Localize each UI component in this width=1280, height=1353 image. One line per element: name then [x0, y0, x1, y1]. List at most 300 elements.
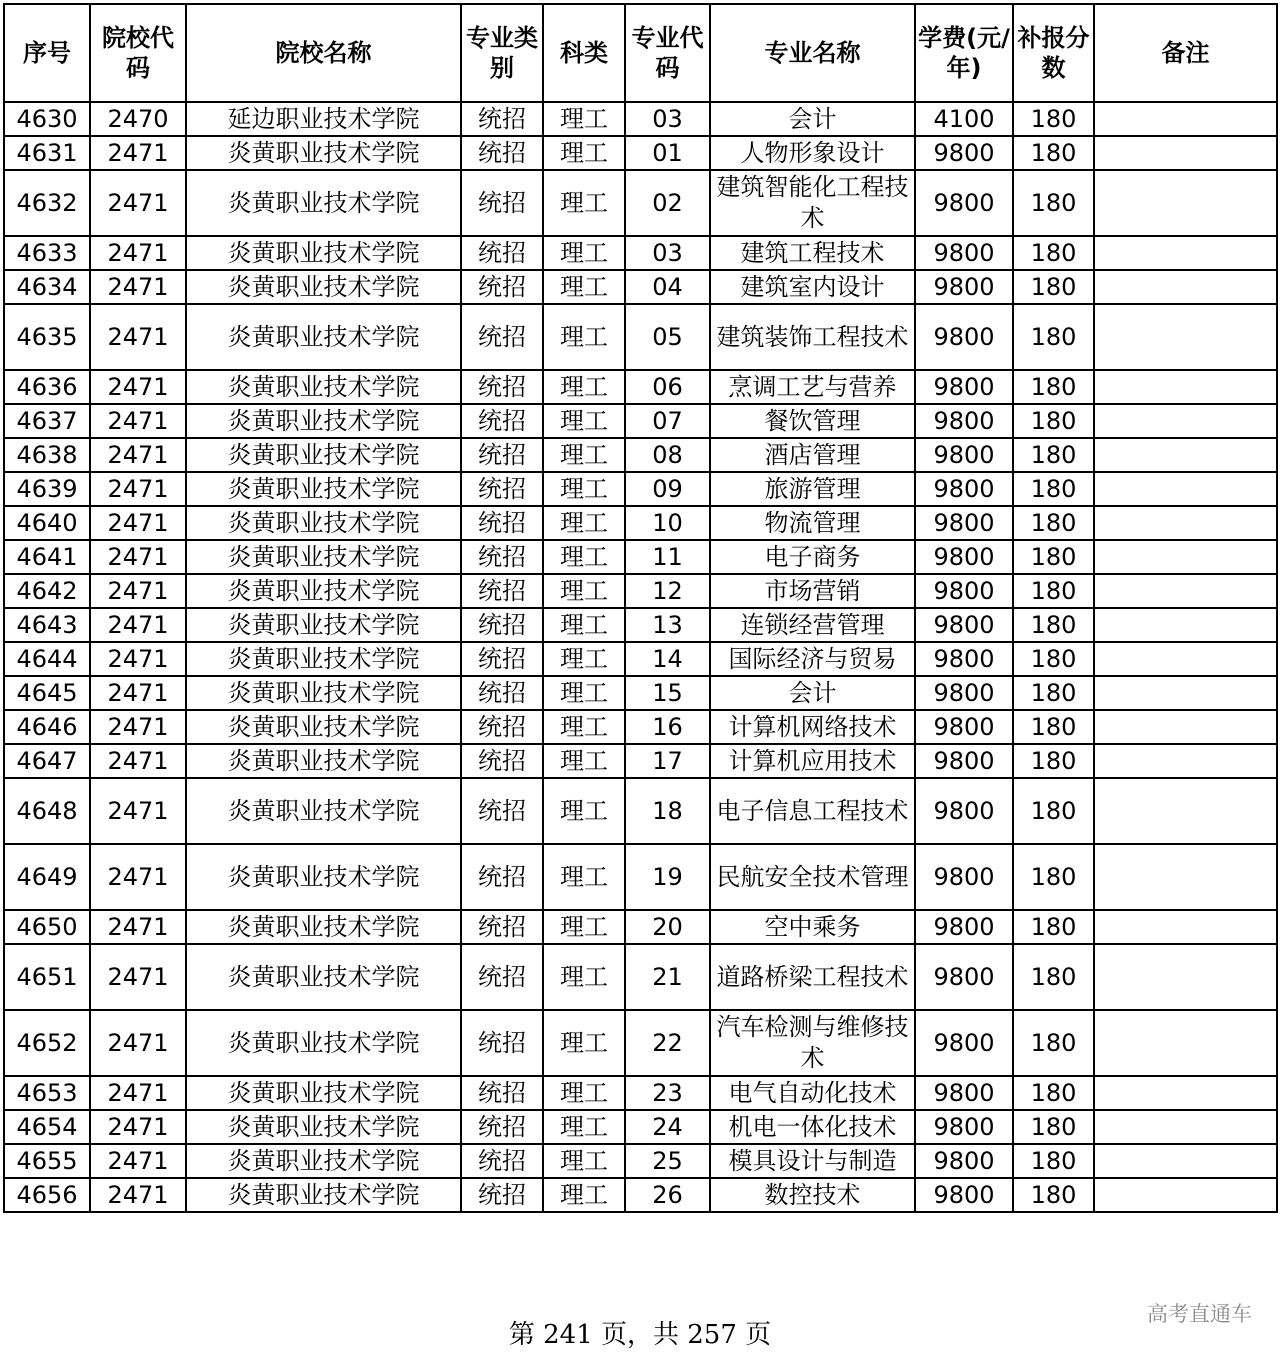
cell-tuition: 9800	[915, 540, 1013, 574]
cell-major-code: 26	[625, 1178, 710, 1212]
table-row	[4, 472, 1277, 506]
cell-subject: 理工	[543, 438, 625, 472]
table-row	[4, 370, 1277, 404]
cell-major-code: 18	[625, 778, 710, 844]
cell-major-code: 07	[625, 404, 710, 438]
cell-school-name: 炎黄职业技术学院	[186, 608, 461, 642]
cell-seq: 4641	[4, 540, 90, 574]
cell-school-code: 2471	[90, 608, 186, 642]
cell-major-name: 电子商务	[710, 540, 915, 574]
cell-major-type: 统招	[461, 1144, 543, 1178]
cell-major-type: 统招	[461, 642, 543, 676]
cell-school-name: 炎黄职业技术学院	[186, 404, 461, 438]
cell-subject: 理工	[543, 540, 625, 574]
table-row	[4, 136, 1277, 170]
cell-school-name: 炎黄职业技术学院	[186, 1010, 461, 1076]
cell-note	[1094, 744, 1277, 778]
cell-tuition: 9800	[915, 472, 1013, 506]
cell-tuition: 9800	[915, 370, 1013, 404]
cell-score: 180	[1013, 944, 1094, 1010]
cell-seq: 4653	[4, 1076, 90, 1110]
cell-tuition: 9800	[915, 1144, 1013, 1178]
cell-major-code: 14	[625, 642, 710, 676]
cell-school-code: 2471	[90, 1110, 186, 1144]
cell-major-name: 电子信息工程技术	[710, 778, 915, 844]
cell-school-name: 炎黄职业技术学院	[186, 1076, 461, 1110]
cell-school-name: 炎黄职业技术学院	[186, 304, 461, 370]
table-row	[4, 1010, 1277, 1076]
cell-major-type: 统招	[461, 676, 543, 710]
cell-score: 180	[1013, 1010, 1094, 1076]
cell-school-code: 2471	[90, 676, 186, 710]
cell-school-code: 2471	[90, 1144, 186, 1178]
cell-score: 180	[1013, 608, 1094, 642]
table-row	[4, 506, 1277, 540]
cell-subject: 理工	[543, 404, 625, 438]
cell-major-type: 统招	[461, 438, 543, 472]
cell-school-name: 炎黄职业技术学院	[186, 1110, 461, 1144]
cell-major-code: 09	[625, 472, 710, 506]
cell-score: 180	[1013, 472, 1094, 506]
table-row	[4, 910, 1277, 944]
cell-major-type: 统招	[461, 778, 543, 844]
table-row	[4, 270, 1277, 304]
cell-tuition: 9800	[915, 676, 1013, 710]
cell-note	[1094, 778, 1277, 844]
cell-major-name: 汽车检测与维修技术	[710, 1010, 915, 1076]
cell-subject: 理工	[543, 370, 625, 404]
cell-note	[1094, 136, 1277, 170]
cell-major-type: 统招	[461, 910, 543, 944]
cell-major-name: 道路桥梁工程技术	[710, 944, 915, 1010]
cell-tuition: 9800	[915, 270, 1013, 304]
header-row	[4, 4, 1277, 102]
cell-major-name: 烹调工艺与营养	[710, 370, 915, 404]
cell-note	[1094, 404, 1277, 438]
cell-school-code: 2471	[90, 136, 186, 170]
cell-school-code: 2471	[90, 438, 186, 472]
cell-school-code: 2470	[90, 102, 186, 136]
cell-major-code: 24	[625, 1110, 710, 1144]
cell-major-name: 建筑工程技术	[710, 236, 915, 270]
cell-tuition: 9800	[915, 506, 1013, 540]
cell-note	[1094, 608, 1277, 642]
cell-seq: 4646	[4, 710, 90, 744]
cell-major-name: 建筑智能化工程技术	[710, 170, 915, 236]
cell-school-code: 2471	[90, 778, 186, 844]
cell-seq: 4652	[4, 1010, 90, 1076]
cell-seq: 4635	[4, 304, 90, 370]
header-subject: 科类	[543, 4, 625, 102]
cell-major-name: 机电一体化技术	[710, 1110, 915, 1144]
header-seq: 序号	[4, 4, 90, 102]
table-row	[4, 1144, 1277, 1178]
cell-seq: 4637	[4, 404, 90, 438]
cell-subject: 理工	[543, 1110, 625, 1144]
cell-subject: 理工	[543, 1178, 625, 1212]
table-row	[4, 844, 1277, 910]
cell-school-code: 2471	[90, 270, 186, 304]
table-row	[4, 608, 1277, 642]
cell-school-name: 炎黄职业技术学院	[186, 506, 461, 540]
table-row	[4, 540, 1277, 574]
cell-note	[1094, 844, 1277, 910]
cell-school-code: 2471	[90, 1010, 186, 1076]
cell-major-type: 统招	[461, 236, 543, 270]
cell-score: 180	[1013, 506, 1094, 540]
table-row	[4, 404, 1277, 438]
cell-school-name: 炎黄职业技术学院	[186, 574, 461, 608]
cell-note	[1094, 642, 1277, 676]
cell-school-name: 炎黄职业技术学院	[186, 370, 461, 404]
cell-major-name: 连锁经营管理	[710, 608, 915, 642]
header-major-name: 专业名称	[710, 4, 915, 102]
cell-school-name: 炎黄职业技术学院	[186, 844, 461, 910]
cell-school-name: 炎黄职业技术学院	[186, 642, 461, 676]
cell-school-name: 延边职业技术学院	[186, 102, 461, 136]
cell-tuition: 9800	[915, 170, 1013, 236]
cell-seq: 4645	[4, 676, 90, 710]
cell-major-name: 国际经济与贸易	[710, 642, 915, 676]
header-note: 备注	[1094, 4, 1277, 102]
cell-score: 180	[1013, 304, 1094, 370]
page-number: 第 241 页，共 257 页	[508, 1320, 772, 1350]
cell-major-code: 20	[625, 910, 710, 944]
cell-subject: 理工	[543, 304, 625, 370]
table-row	[4, 170, 1277, 236]
table-row	[4, 710, 1277, 744]
cell-note	[1094, 1144, 1277, 1178]
cell-school-name: 炎黄职业技术学院	[186, 744, 461, 778]
cell-subject: 理工	[543, 574, 625, 608]
cell-tuition: 9800	[915, 608, 1013, 642]
cell-major-code: 25	[625, 1144, 710, 1178]
cell-seq: 4640	[4, 506, 90, 540]
cell-school-name: 炎黄职业技术学院	[186, 910, 461, 944]
cell-tuition: 9800	[915, 438, 1013, 472]
cell-seq: 4649	[4, 844, 90, 910]
cell-note	[1094, 574, 1277, 608]
cell-major-code: 02	[625, 170, 710, 236]
cell-seq: 4654	[4, 1110, 90, 1144]
cell-major-name: 餐饮管理	[710, 404, 915, 438]
cell-major-name: 电气自动化技术	[710, 1076, 915, 1110]
cell-tuition: 9800	[915, 304, 1013, 370]
cell-subject: 理工	[543, 1010, 625, 1076]
cell-school-name: 炎黄职业技术学院	[186, 236, 461, 270]
cell-seq: 4656	[4, 1178, 90, 1212]
header-score: 补报分数	[1013, 4, 1094, 102]
cell-major-type: 统招	[461, 404, 543, 438]
cell-school-name: 炎黄职业技术学院	[186, 1178, 461, 1212]
header-major-code: 专业代码	[625, 4, 710, 102]
cell-major-type: 统招	[461, 136, 543, 170]
cell-major-type: 统招	[461, 1076, 543, 1110]
cell-score: 180	[1013, 404, 1094, 438]
cell-score: 180	[1013, 170, 1094, 236]
cell-subject: 理工	[543, 944, 625, 1010]
cell-major-code: 06	[625, 370, 710, 404]
cell-school-code: 2471	[90, 304, 186, 370]
cell-major-name: 人物形象设计	[710, 136, 915, 170]
cell-score: 180	[1013, 1110, 1094, 1144]
cell-school-name: 炎黄职业技术学院	[186, 472, 461, 506]
cell-major-code: 08	[625, 438, 710, 472]
cell-major-code: 01	[625, 136, 710, 170]
cell-score: 180	[1013, 102, 1094, 136]
cell-seq: 4633	[4, 236, 90, 270]
cell-major-type: 统招	[461, 102, 543, 136]
cell-subject: 理工	[543, 1144, 625, 1178]
cell-major-name: 市场营销	[710, 574, 915, 608]
cell-note	[1094, 270, 1277, 304]
cell-school-name: 炎黄职业技术学院	[186, 710, 461, 744]
cell-major-code: 21	[625, 944, 710, 1010]
cell-seq: 4634	[4, 270, 90, 304]
cell-major-type: 统招	[461, 506, 543, 540]
cell-score: 180	[1013, 744, 1094, 778]
table-row	[4, 1110, 1277, 1144]
cell-major-name: 会计	[710, 102, 915, 136]
cell-school-code: 2471	[90, 236, 186, 270]
cell-note	[1094, 1178, 1277, 1212]
header-tuition: 学费(元/年)	[915, 4, 1013, 102]
cell-tuition: 9800	[915, 1076, 1013, 1110]
cell-subject: 理工	[543, 744, 625, 778]
cell-major-code: 15	[625, 676, 710, 710]
cell-seq: 4630	[4, 102, 90, 136]
cell-subject: 理工	[543, 102, 625, 136]
cell-school-name: 炎黄职业技术学院	[186, 778, 461, 844]
cell-major-type: 统招	[461, 304, 543, 370]
cell-major-type: 统招	[461, 472, 543, 506]
cell-major-code: 23	[625, 1076, 710, 1110]
cell-subject: 理工	[543, 910, 625, 944]
cell-school-code: 2471	[90, 944, 186, 1010]
cell-school-name: 炎黄职业技术学院	[186, 540, 461, 574]
cell-subject: 理工	[543, 778, 625, 844]
cell-seq: 4632	[4, 170, 90, 236]
table-row	[4, 944, 1277, 1010]
cell-major-name: 民航安全技术管理	[710, 844, 915, 910]
cell-subject: 理工	[543, 136, 625, 170]
cell-tuition: 9800	[915, 1110, 1013, 1144]
cell-major-code: 05	[625, 304, 710, 370]
cell-subject: 理工	[543, 642, 625, 676]
cell-school-code: 2471	[90, 710, 186, 744]
table-row	[4, 102, 1277, 136]
table-row	[4, 438, 1277, 472]
cell-tuition: 9800	[915, 642, 1013, 676]
table-row	[4, 236, 1277, 270]
cell-major-name: 旅游管理	[710, 472, 915, 506]
cell-major-code: 03	[625, 102, 710, 136]
cell-school-name: 炎黄职业技术学院	[186, 676, 461, 710]
cell-subject: 理工	[543, 472, 625, 506]
cell-major-name: 数控技术	[710, 1178, 915, 1212]
cell-major-code: 04	[625, 270, 710, 304]
cell-school-code: 2471	[90, 642, 186, 676]
cell-note	[1094, 910, 1277, 944]
cell-seq: 4648	[4, 778, 90, 844]
cell-note	[1094, 438, 1277, 472]
cell-school-code: 2471	[90, 910, 186, 944]
cell-major-code: 12	[625, 574, 710, 608]
table-row	[4, 1178, 1277, 1212]
cell-school-name: 炎黄职业技术学院	[186, 944, 461, 1010]
cell-seq: 4655	[4, 1144, 90, 1178]
cell-tuition: 9800	[915, 1178, 1013, 1212]
cell-major-type: 统招	[461, 744, 543, 778]
cell-tuition: 9800	[915, 778, 1013, 844]
cell-note	[1094, 1010, 1277, 1076]
cell-tuition: 9800	[915, 844, 1013, 910]
cell-school-name: 炎黄职业技术学院	[186, 136, 461, 170]
cell-subject: 理工	[543, 170, 625, 236]
cell-school-name: 炎黄职业技术学院	[186, 438, 461, 472]
cell-score: 180	[1013, 1144, 1094, 1178]
cell-major-type: 统招	[461, 540, 543, 574]
cell-score: 180	[1013, 270, 1094, 304]
cell-school-code: 2471	[90, 1178, 186, 1212]
cell-subject: 理工	[543, 676, 625, 710]
table-row	[4, 304, 1277, 370]
cell-tuition: 9800	[915, 1010, 1013, 1076]
cell-school-code: 2471	[90, 170, 186, 236]
cell-subject: 理工	[543, 844, 625, 910]
cell-score: 180	[1013, 844, 1094, 910]
cell-note	[1094, 472, 1277, 506]
cell-tuition: 9800	[915, 744, 1013, 778]
cell-tuition: 9800	[915, 574, 1013, 608]
table-row	[4, 744, 1277, 778]
cell-tuition: 9800	[915, 236, 1013, 270]
cell-seq: 4642	[4, 574, 90, 608]
cell-score: 180	[1013, 1076, 1094, 1110]
cell-subject: 理工	[543, 1076, 625, 1110]
cell-school-code: 2471	[90, 540, 186, 574]
cell-school-code: 2471	[90, 472, 186, 506]
table-row	[4, 1076, 1277, 1110]
cell-score: 180	[1013, 1178, 1094, 1212]
cell-major-code: 17	[625, 744, 710, 778]
cell-school-code: 2471	[90, 1076, 186, 1110]
cell-tuition: 9800	[915, 944, 1013, 1010]
cell-major-type: 统招	[461, 170, 543, 236]
admissions-table	[3, 3, 1278, 1213]
cell-subject: 理工	[543, 710, 625, 744]
cell-major-name: 酒店管理	[710, 438, 915, 472]
cell-major-name: 计算机网络技术	[710, 710, 915, 744]
cell-major-type: 统招	[461, 608, 543, 642]
cell-major-code: 10	[625, 506, 710, 540]
cell-seq: 4631	[4, 136, 90, 170]
cell-seq: 4644	[4, 642, 90, 676]
cell-seq: 4643	[4, 608, 90, 642]
cell-major-name: 物流管理	[710, 506, 915, 540]
cell-major-name: 建筑室内设计	[710, 270, 915, 304]
cell-major-name: 会计	[710, 676, 915, 710]
cell-school-code: 2471	[90, 844, 186, 910]
cell-tuition: 9800	[915, 404, 1013, 438]
watermark-text: 高考直通车	[1147, 1302, 1252, 1326]
table-row	[4, 778, 1277, 844]
cell-note	[1094, 944, 1277, 1010]
cell-major-code: 16	[625, 710, 710, 744]
table-row	[4, 642, 1277, 676]
cell-note	[1094, 710, 1277, 744]
cell-note	[1094, 370, 1277, 404]
cell-major-type: 统招	[461, 844, 543, 910]
cell-score: 180	[1013, 236, 1094, 270]
cell-major-name: 建筑装饰工程技术	[710, 304, 915, 370]
cell-major-type: 统招	[461, 710, 543, 744]
cell-tuition: 9800	[915, 910, 1013, 944]
cell-major-type: 统招	[461, 944, 543, 1010]
cell-note	[1094, 1110, 1277, 1144]
cell-note	[1094, 676, 1277, 710]
cell-major-type: 统招	[461, 270, 543, 304]
table-row	[4, 574, 1277, 608]
cell-seq: 4639	[4, 472, 90, 506]
cell-score: 180	[1013, 642, 1094, 676]
cell-score: 180	[1013, 438, 1094, 472]
cell-tuition: 4100	[915, 102, 1013, 136]
cell-seq: 4651	[4, 944, 90, 1010]
cell-school-code: 2471	[90, 574, 186, 608]
cell-note	[1094, 236, 1277, 270]
cell-score: 180	[1013, 540, 1094, 574]
cell-school-name: 炎黄职业技术学院	[186, 1144, 461, 1178]
cell-major-code: 13	[625, 608, 710, 642]
cell-score: 180	[1013, 136, 1094, 170]
cell-score: 180	[1013, 778, 1094, 844]
cell-school-name: 炎黄职业技术学院	[186, 270, 461, 304]
cell-score: 180	[1013, 676, 1094, 710]
cell-major-code: 11	[625, 540, 710, 574]
table-row	[4, 676, 1277, 710]
header-school-name: 院校名称	[186, 4, 461, 102]
cell-subject: 理工	[543, 506, 625, 540]
cell-seq: 4650	[4, 910, 90, 944]
cell-major-name: 模具设计与制造	[710, 1144, 915, 1178]
cell-score: 180	[1013, 370, 1094, 404]
cell-note	[1094, 304, 1277, 370]
header-major-type: 专业类别	[461, 4, 543, 102]
header-school-code: 院校代码	[90, 4, 186, 102]
cell-major-name: 计算机应用技术	[710, 744, 915, 778]
cell-score: 180	[1013, 910, 1094, 944]
cell-school-name: 炎黄职业技术学院	[186, 170, 461, 236]
cell-school-code: 2471	[90, 404, 186, 438]
cell-note	[1094, 506, 1277, 540]
cell-subject: 理工	[543, 608, 625, 642]
cell-tuition: 9800	[915, 136, 1013, 170]
cell-subject: 理工	[543, 236, 625, 270]
cell-school-code: 2471	[90, 744, 186, 778]
cell-seq: 4638	[4, 438, 90, 472]
cell-major-type: 统招	[461, 1010, 543, 1076]
cell-subject: 理工	[543, 270, 625, 304]
cell-school-code: 2471	[90, 370, 186, 404]
cell-score: 180	[1013, 574, 1094, 608]
cell-major-type: 统招	[461, 1110, 543, 1144]
cell-note	[1094, 170, 1277, 236]
cell-tuition: 9800	[915, 710, 1013, 744]
cell-major-type: 统招	[461, 370, 543, 404]
cell-school-code: 2471	[90, 506, 186, 540]
cell-note	[1094, 102, 1277, 136]
